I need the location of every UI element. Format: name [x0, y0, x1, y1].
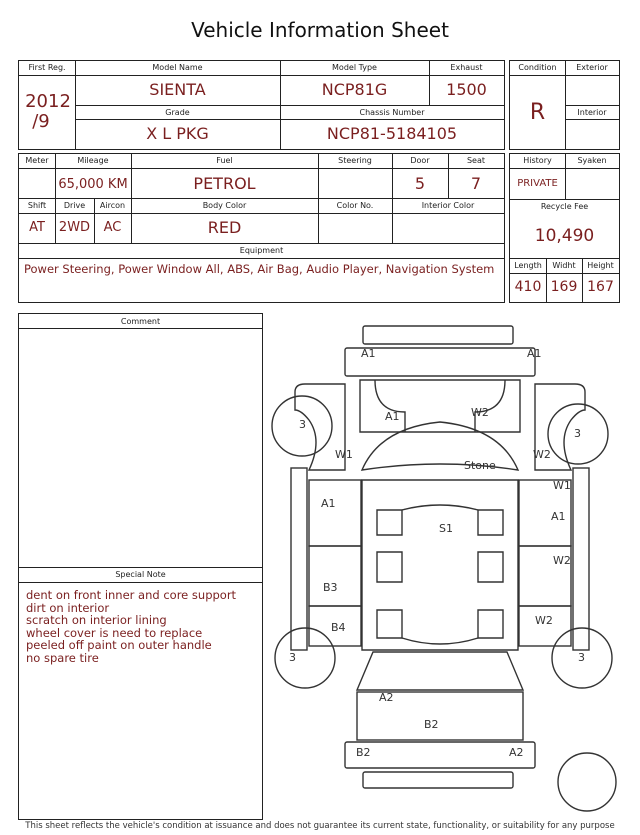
mark-quarter-left: B4	[331, 621, 346, 634]
aircon-label: Aircon	[99, 201, 126, 210]
mark-front-door-left: A1	[321, 497, 336, 510]
mark-tire-front-right: 3	[574, 427, 581, 440]
door-value: 5	[414, 174, 426, 193]
interior-color-label: Interior Color	[421, 201, 475, 210]
history-table	[509, 153, 620, 303]
steering-label: Steering	[338, 156, 372, 165]
aircon-value: AC	[103, 220, 122, 235]
mark-fender-right: W2	[533, 448, 551, 461]
shift-label: Shift	[27, 201, 47, 210]
special-note-item: wheel cover is need to replace	[26, 625, 203, 640]
left-front-door-shape	[309, 480, 361, 546]
body-color-label: Body Color	[202, 201, 247, 210]
condition-value: R	[529, 100, 546, 125]
mark-rear-door-right: W2	[553, 554, 571, 567]
mark-quarter-right: W2	[535, 614, 553, 627]
special-note-item: peeled off paint on outer handle	[26, 638, 212, 652]
mileage-value: 65,000 KM	[58, 177, 128, 192]
length-label: Length	[514, 261, 542, 270]
mark-tire-rear-right: 3	[578, 651, 585, 664]
equipment-value: Power Steering, Power Window All, ABS, Air Bag, Audio Player, Navigation System	[24, 262, 495, 276]
chassis-label: Chassis Number	[359, 108, 425, 117]
history-value: PRIVATE	[517, 178, 558, 189]
model-name-label: Model Name	[152, 63, 203, 72]
mark-tire-rear-left: 3	[289, 651, 296, 664]
seat-label: Seat	[466, 156, 486, 165]
mark-rear-bumper-right: A2	[509, 746, 524, 759]
special-note-item: dirt on interior	[26, 600, 110, 615]
special-note-item: dent on front inner and core support	[26, 588, 237, 602]
equipment-label: Equipment	[239, 246, 284, 255]
meter-label: Meter	[25, 156, 49, 165]
page-title: Vehicle Information Sheet	[191, 18, 449, 42]
model-name-value: SIENTA	[149, 80, 206, 99]
fuel-label: Fuel	[216, 156, 233, 165]
comment-panel	[18, 313, 263, 820]
special-note-item: scratch on interior lining	[26, 613, 167, 627]
spare-tire-shape	[558, 753, 616, 811]
model-type-value: NCP81G	[321, 80, 388, 99]
exhaust-label: Exhaust	[450, 63, 483, 72]
mileage-label: Mileage	[77, 156, 109, 165]
mark-rear-bumper-left: B2	[356, 746, 371, 759]
rear-window-shape	[357, 652, 523, 690]
exterior-label: Exterior	[576, 63, 608, 72]
first-reg-month: /9	[32, 111, 50, 132]
condition-label: Condition	[518, 63, 557, 72]
special-notes-list	[26, 589, 236, 664]
width-label: Widht	[552, 261, 576, 270]
first-reg-label: First Reg.	[28, 63, 66, 72]
body-color-value: RED	[207, 218, 242, 237]
recycle-fee-label: Recycle Fee	[540, 202, 589, 211]
seat-value: 7	[470, 174, 482, 193]
syaken-label: Syaken	[577, 156, 607, 165]
height-value: 167	[587, 279, 614, 295]
details-table	[18, 153, 505, 303]
mark-rear-panel: B2	[424, 718, 439, 731]
exhaust-value: 1500	[446, 80, 487, 99]
mark-hood-right: W2	[471, 406, 489, 419]
drive-value: 2WD	[58, 220, 91, 235]
mark-windshield: Stone	[464, 459, 496, 472]
special-note-item: no spare tire	[26, 650, 99, 665]
first-reg-year: 2012	[25, 91, 71, 112]
right-sill-shape	[573, 468, 589, 650]
condition-table	[509, 60, 620, 150]
grade-label: Grade	[165, 108, 190, 117]
disclaimer-footer: This sheet reflects the vehicle's condition at issuance and does not guarantee its current state, functionality, or suitability for any purpose	[25, 821, 615, 831]
height-label: Height	[587, 261, 614, 270]
drive-label: Drive	[63, 201, 86, 210]
interior-label: Interior	[577, 108, 607, 117]
rear-bumper-shape	[345, 742, 535, 768]
door-label: Door	[410, 156, 430, 165]
model-type-label: Model Type	[332, 63, 377, 72]
front-bar-shape	[363, 326, 513, 344]
recycle-fee-value: 10,490	[534, 226, 595, 246]
mark-fender-left: W1	[335, 448, 353, 461]
fuel-value: PETROL	[193, 174, 256, 193]
shift-value: AT	[29, 220, 45, 235]
rear-bar-shape	[363, 772, 513, 788]
mark-front-right: A1	[527, 347, 542, 360]
vehicle-info-table	[18, 60, 505, 150]
chassis-value: NCP81-5184105	[326, 124, 458, 143]
mark-front-left: A1	[361, 347, 376, 360]
mark-roof: S1	[439, 522, 453, 535]
car-damage-diagram	[265, 320, 625, 820]
mark-rear-door-left: B3	[323, 581, 338, 594]
width-value: 169	[550, 279, 578, 295]
mark-pillar-right: W1	[553, 479, 571, 492]
mark-hood-left: A1	[385, 410, 400, 423]
history-label: History	[523, 156, 552, 165]
left-rear-door-shape	[309, 546, 361, 606]
color-no-label: Color No.	[336, 201, 374, 210]
length-value: 410	[514, 279, 542, 295]
tire-rear-left-shape	[275, 628, 335, 688]
left-sill-shape	[291, 468, 307, 650]
grade-value: X L PKG	[146, 124, 209, 143]
comment-label: Comment	[120, 317, 161, 326]
mark-trunk: A2	[379, 691, 394, 704]
mark-front-door-right: A1	[551, 510, 566, 523]
mark-tire-front-left: 3	[299, 418, 306, 431]
special-note-label: Special Note	[115, 570, 166, 579]
